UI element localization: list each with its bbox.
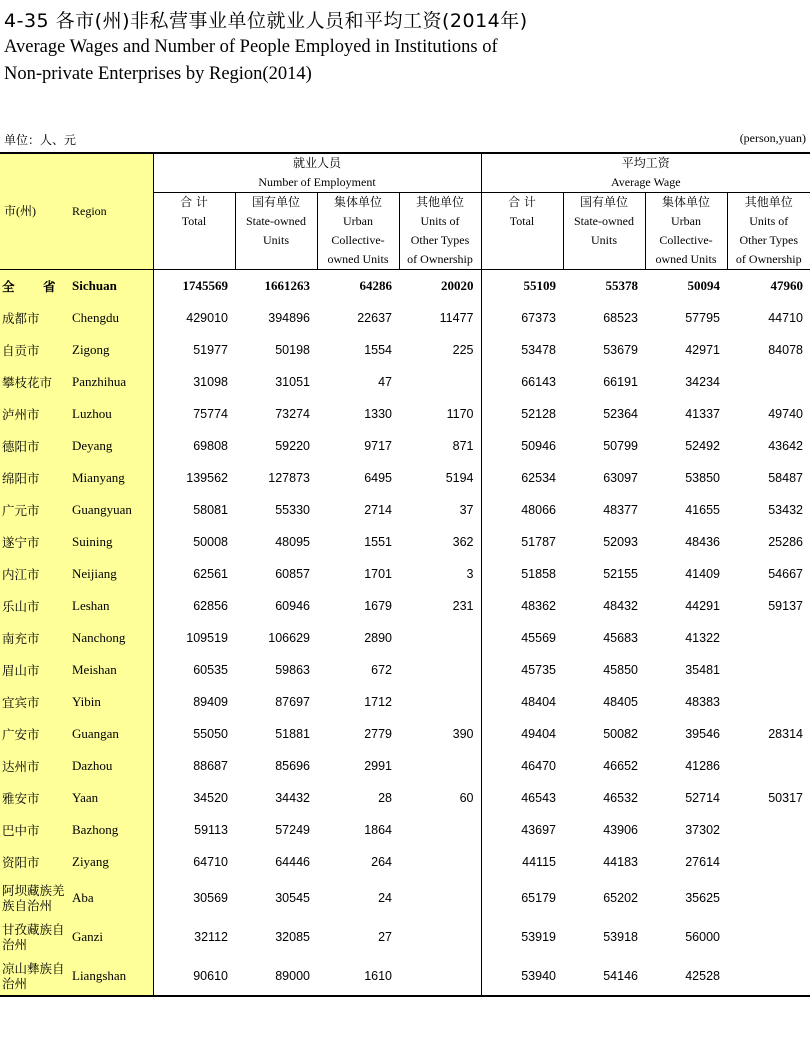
header-wage-col-3-zh: 其他单位 xyxy=(744,195,793,209)
cell-w-coll: 52714 xyxy=(685,791,720,805)
table-row xyxy=(0,917,810,956)
cell-w-state: 52093 xyxy=(603,535,638,549)
cell-region: Yibin xyxy=(72,686,153,718)
table-row xyxy=(0,462,810,494)
cell-e-state: 64446 xyxy=(275,855,310,869)
cell-e-state: 30545 xyxy=(275,890,310,905)
header-city: 市(州) xyxy=(0,153,72,270)
cell-e-coll: 1330 xyxy=(364,407,392,421)
cell-w-coll: 27614 xyxy=(685,855,720,869)
cell-e-total: 50008 xyxy=(153,526,235,558)
cell-w-coll: 52492 xyxy=(685,439,720,453)
cell-w-coll: 50094 xyxy=(687,278,720,293)
table-title-en-line1: Average Wages and Number of People Employed in Institutions of xyxy=(4,37,498,57)
header-wage-zh: 平均工资 xyxy=(621,156,670,170)
header-wage-col-0-en1: Total xyxy=(509,214,535,228)
header-wage-col-1-en3 xyxy=(564,250,645,269)
cell-e-other: 37 xyxy=(459,503,474,517)
cell-e-coll: 28 xyxy=(378,791,392,805)
header-wage-col-3-en3: of Ownership xyxy=(735,252,802,266)
cell-w-other: 49740 xyxy=(768,407,803,421)
header-wage-col-2 xyxy=(645,193,727,270)
cell-w-other xyxy=(727,846,810,878)
cell-e-state: 55330 xyxy=(275,503,310,517)
table-row xyxy=(0,750,810,782)
cell-w-coll: 41655 xyxy=(685,503,720,517)
header-wage xyxy=(481,153,810,193)
cell-w-total: 48404 xyxy=(481,686,563,718)
cell-e-other: 1170 xyxy=(446,407,474,421)
table-row xyxy=(0,956,810,996)
table-row xyxy=(0,302,810,334)
cell-w-coll: 34234 xyxy=(685,375,720,389)
cell-w-total: 45735 xyxy=(481,654,563,686)
cell-e-coll: 47 xyxy=(378,375,392,389)
cell-w-state: 54146 xyxy=(563,956,645,996)
cell-w-other xyxy=(727,750,810,782)
header-emp-col-1-en3 xyxy=(236,250,317,269)
cell-w-coll: 41322 xyxy=(685,631,720,645)
header-wage-col-2-en1: Urban xyxy=(671,214,701,228)
cell-w-total: 67373 xyxy=(481,302,563,334)
cell-e-other: 390 xyxy=(452,727,474,741)
cell-w-total: 53478 xyxy=(481,334,563,366)
cell-e-total: 62856 xyxy=(153,590,235,622)
header-emp-col-2-en3: owned Units xyxy=(327,252,389,266)
statistics-table xyxy=(0,152,810,997)
cell-e-other xyxy=(399,750,481,782)
cell-w-state: 45850 xyxy=(603,663,638,677)
cell-city: 德阳市 xyxy=(0,430,72,462)
cell-city: 自贡市 xyxy=(0,334,72,366)
cell-e-total: 90610 xyxy=(153,956,235,996)
cell-w-coll: 44291 xyxy=(685,599,720,613)
cell-w-state: 43906 xyxy=(603,823,638,837)
cell-region: Chengdu xyxy=(72,302,153,334)
cell-w-state: 55378 xyxy=(605,278,638,293)
cell-w-other xyxy=(727,366,810,398)
cell-w-state: 50799 xyxy=(603,439,638,453)
cell-e-state: 31051 xyxy=(275,375,310,389)
header-emp-col-3-en1: Units of xyxy=(420,214,460,228)
table-row xyxy=(0,430,810,462)
cell-e-total: 55050 xyxy=(153,718,235,750)
cell-w-other xyxy=(727,956,810,996)
cell-e-other xyxy=(399,846,481,878)
cell-w-coll: 56000 xyxy=(685,929,720,944)
cell-e-total: 34520 xyxy=(153,782,235,814)
cell-w-state: 50082 xyxy=(603,727,638,741)
cell-region: Ganzi xyxy=(72,917,153,956)
table-title-en-line2: Non-private Enterprises by Region(2014) xyxy=(4,64,312,84)
table-row xyxy=(0,654,810,686)
cell-e-other xyxy=(399,622,481,654)
table-row xyxy=(0,622,810,654)
header-emp-col-3-en3: of Ownership xyxy=(407,252,473,266)
cell-w-coll: 37302 xyxy=(685,823,720,837)
cell-w-state: 48377 xyxy=(603,503,638,517)
cell-w-coll: 41409 xyxy=(685,567,720,581)
cell-w-coll: 41286 xyxy=(685,759,720,773)
cell-w-other: 50317 xyxy=(768,791,803,805)
cell-city: 南充市 xyxy=(0,622,72,654)
cell-city: 泸州市 xyxy=(0,398,72,430)
cell-region: Suining xyxy=(72,526,153,558)
header-emp-col-2-en1: Urban xyxy=(343,214,373,228)
cell-city: 广元市 xyxy=(0,494,72,526)
cell-region: Deyang xyxy=(72,430,153,462)
cell-e-other: 231 xyxy=(452,599,474,613)
cell-w-other: 47960 xyxy=(770,278,803,293)
cell-e-coll: 1554 xyxy=(364,343,392,357)
cell-region: Bazhong xyxy=(72,814,153,846)
cell-w-total: 52128 xyxy=(481,398,563,430)
table-row xyxy=(0,782,810,814)
cell-w-coll: 48436 xyxy=(685,535,720,549)
cell-w-total: 49404 xyxy=(481,718,563,750)
cell-e-other: 362 xyxy=(452,535,474,549)
cell-e-total: 89409 xyxy=(153,686,235,718)
cell-w-other: 28314 xyxy=(768,727,803,741)
header-emp-col-0-en2 xyxy=(154,231,235,250)
cell-e-coll: 1864 xyxy=(364,823,392,837)
cell-w-other: 53432 xyxy=(768,503,803,517)
cell-e-state: 51881 xyxy=(275,727,310,741)
cell-w-total: 45569 xyxy=(481,622,563,654)
cell-city: 甘孜藏族自治州 xyxy=(0,917,72,956)
header-wage-col-2-zh: 集体单位 xyxy=(661,195,710,209)
cell-w-total: 65179 xyxy=(481,878,563,917)
header-wage-col-0-en2 xyxy=(482,231,563,250)
cell-w-other xyxy=(727,686,810,718)
cell-e-state: 127873 xyxy=(268,471,310,485)
cell-region: Neijiang xyxy=(72,558,153,590)
cell-w-state: 45683 xyxy=(603,631,638,645)
table-row xyxy=(0,398,810,430)
cell-city: 巴中市 xyxy=(0,814,72,846)
cell-e-other: 225 xyxy=(452,343,474,357)
cell-w-state: 53918 xyxy=(603,929,638,944)
cell-e-total: 1745569 xyxy=(153,270,235,303)
cell-e-state: 60857 xyxy=(275,567,310,581)
cell-city: 凉山彝族自治州 xyxy=(0,956,72,996)
header-region: Region xyxy=(72,153,153,270)
cell-w-coll: 42971 xyxy=(685,343,720,357)
cell-w-other: 58487 xyxy=(768,471,803,485)
cell-w-coll: 53850 xyxy=(685,471,720,485)
table-row xyxy=(0,814,810,846)
table-row xyxy=(0,846,810,878)
cell-e-total: 62561 xyxy=(153,558,235,590)
cell-w-total: 46470 xyxy=(481,750,563,782)
cell-e-coll: 2714 xyxy=(364,503,392,517)
cell-w-other: 43642 xyxy=(768,439,803,453)
header-wage-col-3 xyxy=(727,193,810,270)
cell-city: 全 省 xyxy=(0,270,72,303)
cell-e-other xyxy=(399,956,481,996)
cell-e-other: 20020 xyxy=(441,278,474,293)
header-emp-col-2-en2: Collective- xyxy=(331,233,385,247)
cell-e-coll: 6495 xyxy=(364,471,392,485)
cell-e-coll: 2991 xyxy=(364,759,392,773)
cell-w-state: 68523 xyxy=(603,311,638,325)
cell-e-coll: 22637 xyxy=(357,311,392,325)
cell-w-other: 84078 xyxy=(768,343,803,357)
cell-e-coll: 64286 xyxy=(359,278,392,293)
cell-w-total: 50946 xyxy=(481,430,563,462)
cell-e-state: 59863 xyxy=(275,663,310,677)
header-employment-zh: 就业人员 xyxy=(292,156,341,170)
header-employment-en: Number of Employment xyxy=(258,175,376,189)
cell-city: 达州市 xyxy=(0,750,72,782)
cell-city: 资阳市 xyxy=(0,846,72,878)
cell-w-coll: 42528 xyxy=(645,956,727,996)
cell-e-state: 50198 xyxy=(275,343,310,357)
header-emp-col-3-zh: 其他单位 xyxy=(415,195,464,209)
header-emp-col-0-en1: Total xyxy=(181,214,207,228)
cell-w-state: 52364 xyxy=(603,407,638,421)
cell-w-state: 52155 xyxy=(603,567,638,581)
cell-city: 遂宁市 xyxy=(0,526,72,558)
cell-e-other: 5194 xyxy=(445,471,474,485)
cell-region: Yaan xyxy=(72,782,153,814)
cell-e-total: 30569 xyxy=(153,878,235,917)
cell-w-state: 65202 xyxy=(603,890,638,905)
table-row xyxy=(0,558,810,590)
cell-w-total: 66143 xyxy=(481,366,563,398)
table-row xyxy=(0,878,810,917)
cell-region: Dazhou xyxy=(72,750,153,782)
cell-region: Zigong xyxy=(72,334,153,366)
cell-w-other xyxy=(727,622,810,654)
cell-city: 眉山市 xyxy=(0,654,72,686)
header-emp-col-0-en3 xyxy=(154,250,235,269)
cell-e-coll: 1679 xyxy=(364,599,392,613)
cell-w-state: 63097 xyxy=(603,471,638,485)
cell-e-coll: 1712 xyxy=(364,695,392,709)
cell-e-coll: 1610 xyxy=(317,956,399,996)
cell-w-state: 48432 xyxy=(603,599,638,613)
table-title-zh: 4-35 各市(州)非私营事业单位就业人员和平均工资(2014年) xyxy=(4,10,528,32)
cell-city: 绵阳市 xyxy=(0,462,72,494)
cell-city: 阿坝藏族羌族自治州 xyxy=(0,878,72,917)
cell-w-total: 55109 xyxy=(481,270,563,303)
cell-e-coll: 672 xyxy=(371,663,392,677)
cell-region: Liangshan xyxy=(72,956,153,996)
header-emp-col-2-zh: 集体单位 xyxy=(333,195,382,209)
cell-region: Panzhihua xyxy=(72,366,153,398)
header-emp-col-3-en2: Other Types xyxy=(410,233,470,247)
header-emp-col-0-zh: 合 计 xyxy=(180,195,208,209)
cell-w-total: 53940 xyxy=(481,956,563,996)
cell-w-total: 43697 xyxy=(481,814,563,846)
cell-w-other: 59137 xyxy=(768,599,803,613)
header-emp-col-1-en2: Units xyxy=(262,233,289,247)
header-wage-col-1 xyxy=(563,193,645,270)
cell-region: Meishan xyxy=(72,654,153,686)
header-employment xyxy=(153,153,481,193)
cell-e-total: 75774 xyxy=(153,398,235,430)
cell-e-coll: 1551 xyxy=(364,535,392,549)
cell-city: 成都市 xyxy=(0,302,72,334)
cell-e-other xyxy=(399,686,481,718)
cell-e-total: 64710 xyxy=(153,846,235,878)
cell-w-state: 46652 xyxy=(603,759,638,773)
cell-w-state: 48405 xyxy=(603,695,638,709)
cell-w-coll: 48383 xyxy=(685,695,720,709)
header-wage-col-1-en1: State-owned xyxy=(574,214,634,228)
cell-city: 广安市 xyxy=(0,718,72,750)
cell-e-state: 34432 xyxy=(275,791,310,805)
cell-e-other: 3 xyxy=(466,567,474,581)
cell-e-total: 32112 xyxy=(153,917,235,956)
cell-w-other xyxy=(727,814,810,846)
cell-e-state: 32085 xyxy=(275,929,310,944)
cell-e-state: 106629 xyxy=(268,631,310,645)
header-emp-col-1-zh: 国有单位 xyxy=(251,195,300,209)
cell-w-coll: 57795 xyxy=(685,311,720,325)
table-row xyxy=(0,270,810,303)
cell-w-coll: 39546 xyxy=(685,727,720,741)
cell-e-total: 59113 xyxy=(153,814,235,846)
cell-w-coll: 35625 xyxy=(685,890,720,905)
cell-w-total: 48362 xyxy=(481,590,563,622)
cell-w-total: 62534 xyxy=(481,462,563,494)
table-row xyxy=(0,334,810,366)
header-wage-col-0-zh: 合 计 xyxy=(508,195,536,209)
unit-label-zh: 单位：人、元 xyxy=(4,133,77,147)
cell-e-total: 139562 xyxy=(153,462,235,494)
cell-e-coll: 24 xyxy=(378,890,392,905)
cell-w-other: 54667 xyxy=(768,567,803,581)
cell-e-other xyxy=(399,366,481,398)
cell-e-total: 60535 xyxy=(153,654,235,686)
cell-w-state: 44183 xyxy=(603,855,638,869)
cell-region: Ziyang xyxy=(72,846,153,878)
table-row xyxy=(0,366,810,398)
cell-city: 雅安市 xyxy=(0,782,72,814)
cell-region: Guangan xyxy=(72,718,153,750)
header-wage-col-0 xyxy=(481,193,563,270)
header-wage-col-2-en2: Collective- xyxy=(659,233,713,247)
unit-label-en: (person,yuan) xyxy=(739,131,806,145)
cell-w-state: 53679 xyxy=(603,343,638,357)
cell-e-total: 69808 xyxy=(153,430,235,462)
cell-e-other xyxy=(399,814,481,846)
cell-w-other: 44710 xyxy=(768,311,803,325)
cell-e-coll: 27 xyxy=(378,929,392,944)
cell-e-other xyxy=(399,654,481,686)
cell-e-state: 85696 xyxy=(275,759,310,773)
cell-e-state: 73274 xyxy=(275,407,310,421)
cell-w-total: 44115 xyxy=(481,846,563,878)
table-row xyxy=(0,590,810,622)
cell-city: 内江市 xyxy=(0,558,72,590)
cell-region: Leshan xyxy=(72,590,153,622)
cell-e-state: 87697 xyxy=(275,695,310,709)
header-wage-col-2-en3: owned Units xyxy=(655,252,717,266)
cell-e-state: 394896 xyxy=(268,311,310,325)
cell-w-total: 53919 xyxy=(481,917,563,956)
cell-w-coll: 35481 xyxy=(685,663,720,677)
cell-e-coll: 1701 xyxy=(364,567,392,581)
cell-w-state: 46532 xyxy=(603,791,638,805)
cell-e-state: 89000 xyxy=(235,956,317,996)
cell-region: Sichuan xyxy=(72,270,153,303)
header-emp-col-0 xyxy=(153,193,235,270)
cell-e-state: 57249 xyxy=(275,823,310,837)
cell-e-coll: 2779 xyxy=(364,727,392,741)
cell-e-coll: 9717 xyxy=(364,439,392,453)
cell-region: Guangyuan xyxy=(72,494,153,526)
cell-w-total: 51787 xyxy=(481,526,563,558)
cell-city: 乐山市 xyxy=(0,590,72,622)
cell-e-total: 429010 xyxy=(153,302,235,334)
cell-city: 攀枝花市 xyxy=(0,366,72,398)
cell-e-state: 59220 xyxy=(275,439,310,453)
cell-region: Nanchong xyxy=(72,622,153,654)
cell-e-other xyxy=(399,917,481,956)
cell-e-total: 31098 xyxy=(153,366,235,398)
table-row xyxy=(0,494,810,526)
cell-w-coll: 41337 xyxy=(685,407,720,421)
header-emp-col-1-en1: State-owned xyxy=(246,214,306,228)
table-row xyxy=(0,526,810,558)
table-row xyxy=(0,718,810,750)
cell-w-total: 51858 xyxy=(481,558,563,590)
header-emp-col-1 xyxy=(235,193,317,270)
cell-region: Mianyang xyxy=(72,462,153,494)
cell-e-coll: 264 xyxy=(371,855,392,869)
cell-w-total: 46543 xyxy=(481,782,563,814)
cell-e-other xyxy=(399,878,481,917)
cell-city: 宜宾市 xyxy=(0,686,72,718)
cell-e-total: 51977 xyxy=(153,334,235,366)
cell-w-total: 48066 xyxy=(481,494,563,526)
cell-e-total: 109519 xyxy=(153,622,235,654)
cell-e-other: 871 xyxy=(452,439,474,453)
cell-w-other: 25286 xyxy=(768,535,803,549)
header-wage-en: Average Wage xyxy=(610,175,681,189)
cell-w-other xyxy=(727,917,810,956)
cell-e-total: 58081 xyxy=(153,494,235,526)
cell-w-other xyxy=(727,878,810,917)
header-wage-col-1-zh: 国有单位 xyxy=(579,195,628,209)
cell-e-total: 88687 xyxy=(153,750,235,782)
cell-e-coll: 2890 xyxy=(364,631,392,645)
cell-w-other xyxy=(727,654,810,686)
table-row xyxy=(0,686,810,718)
cell-region: Aba xyxy=(72,878,153,917)
header-wage-col-0-en3 xyxy=(482,250,563,269)
cell-region: Luzhou xyxy=(72,398,153,430)
cell-e-other: 60 xyxy=(459,791,474,805)
header-emp-col-2 xyxy=(317,193,399,270)
cell-e-state: 60946 xyxy=(275,599,310,613)
cell-e-other: 11477 xyxy=(439,311,474,325)
header-wage-col-3-en1: Units of xyxy=(749,214,789,228)
header-wage-col-1-en2: Units xyxy=(590,233,617,247)
header-wage-col-3-en2: Other Types xyxy=(739,233,799,247)
header-emp-col-3 xyxy=(399,193,481,270)
cell-e-state: 1661263 xyxy=(264,278,310,293)
cell-w-state: 66191 xyxy=(603,375,638,389)
cell-e-state: 48095 xyxy=(275,535,310,549)
